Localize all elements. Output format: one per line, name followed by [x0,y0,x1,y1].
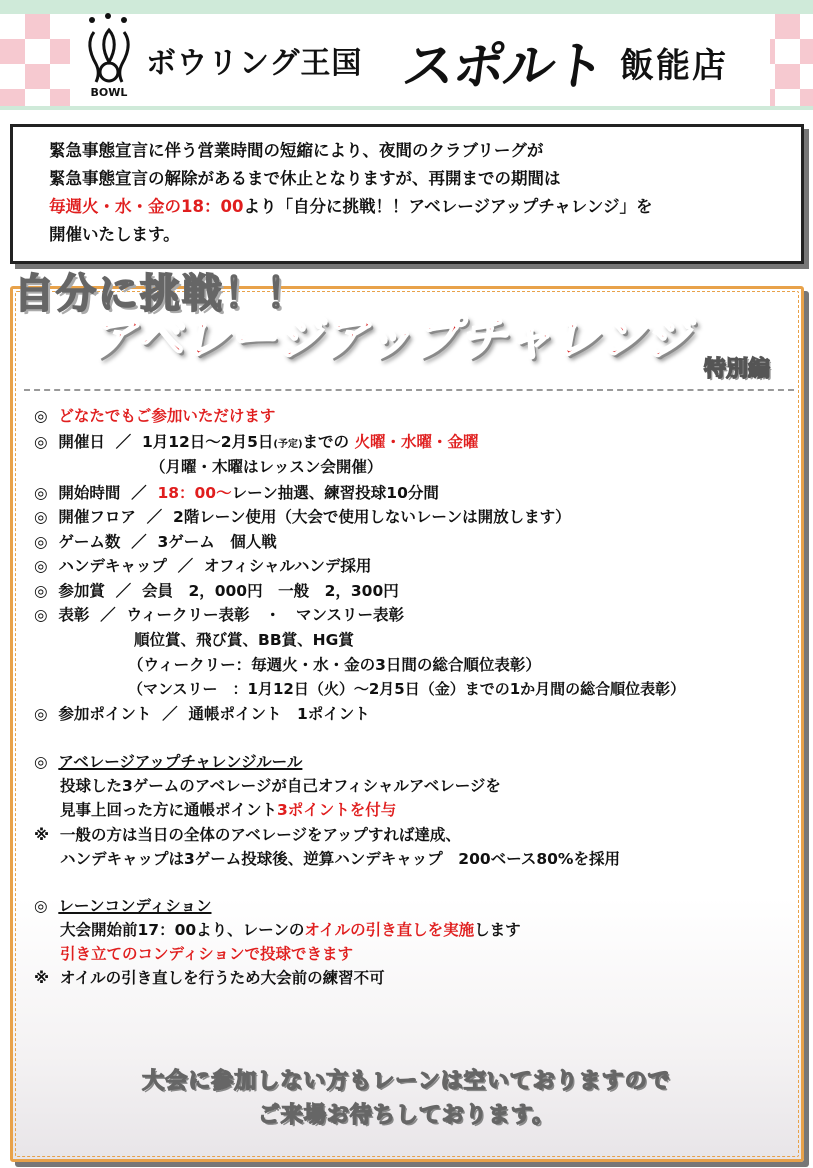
detail-points-value: 通帳ポイント 1ポイント [188,705,370,723]
detail-award-value: ウィークリー表彰 ・ マンスリー表彰 [126,606,405,624]
detail-points-label: 参加ポイント [58,705,152,723]
notice-box [10,124,804,264]
detail-floor-value: 2階レーン使用（大会で使用しないレーンは開放します） [172,508,571,526]
detail-start-time [34,481,439,505]
bullet-mark: ◎ [34,484,48,502]
header-banner [0,0,813,110]
notice-line-3-rest: より「自分に挑戦！！アベレージアップチャレンジ」を [243,197,653,216]
bullet-mark: ◎ [34,606,48,624]
event-title-small: 自分に挑戦！！ [14,271,308,317]
event-edition-tag: 特別編 [704,357,771,382]
shop-branch-name: 飯能店 [620,46,728,86]
rules-line-2-text: 見事上回った方に通帳ポイント [60,801,278,819]
notice-line-2: 緊急事態宣言の解除があるまで休止となりますが、再開までの期間は [49,169,561,188]
detail-monthly-note: （マンスリー ：1月12日（火）～2月5日（金）までの1か月間の総合順位表彰） [128,680,686,698]
condition-line-1 [60,918,521,942]
detail-date-note: （月曜・木曜はレッスン会開催） [150,458,383,476]
detail-points [34,702,370,726]
rules-note-2: ハンデキャップは3ゲーム投球後、逆算ハンデキャップ 200ベース80%を採用 [60,850,620,868]
notice-line-4: 開催いたします。 [49,225,180,244]
condition-heading [34,894,211,918]
bullet-mark: ◎ [34,582,48,600]
condition-title: レーンコンディション [58,897,212,915]
logo-text: BOWL [90,86,128,99]
detail-date [34,430,478,457]
separator: ／ [162,705,178,723]
detail-date-label: 開催日 [58,433,105,451]
condition-oil-reset: オイルの引き直しを実施 [304,921,475,939]
detail-start-time-value: 18：00～ [157,484,232,502]
detail-date-value: 1月12日～2月5日 [141,433,274,451]
shop-name-prefix: ボウリング王国 [146,46,363,81]
detail-fee-value: 会員 2，000円 一般 2，300円 [141,582,399,600]
separator: ／ [100,606,116,624]
bullet-mark: ◎ [34,533,48,551]
separator: ／ [115,433,132,451]
detail-handicap-value: オフィシャルハンデ採用 [203,557,372,575]
separator: ／ [115,582,132,600]
bullet-mark: ◎ [34,433,48,451]
bullet-mark: ◎ [34,407,48,425]
bullet-mark: ◎ [34,753,48,771]
condition-note-text: オイルの引き直しを行うため大会前の練習不可 [59,969,385,987]
section-divider [24,389,794,391]
bowling-logo [78,8,140,100]
rules-points-award: 3ポイントを付与 [277,801,397,819]
detail-date-days: 火曜・水曜・金曜 [354,433,479,451]
detail-award-label: 表彰 [58,606,90,624]
note-mark: ※ [34,969,50,987]
detail-award [34,603,404,627]
detail-start-rest: レーン抽選、練習投球10分間 [231,484,439,502]
bullet-mark: ◎ [34,897,48,915]
rules-note-1-text: 一般の方は当日の全体のアベレージをアップすれば達成、 [59,826,461,844]
separator: ／ [131,484,147,502]
rules-note-1 [34,823,461,847]
detail-games-label: ゲーム数 [58,533,121,551]
rules-title: アベレージアップチャレンジルール [58,753,303,771]
bullet-mark: ◎ [34,705,48,723]
detail-start-label: 開始時間 [58,484,121,502]
bullet-mark: ◎ [34,557,48,575]
detail-games [34,530,277,554]
detail-fee-label: 参加賞 [58,582,105,600]
detail-handicap-label: ハンデキャップ [58,557,167,575]
condition-note [34,966,385,990]
detail-weekly-note: （ウィークリー：毎週火・水・金の3日間の総合順位表彰） [128,656,541,674]
detail-games-value: 3ゲーム 個人戦 [157,533,277,551]
detail-floor [34,505,571,529]
detail-date-tentative: (予定) [273,439,303,450]
detail-handicap [34,554,371,578]
header-mint-bottom [0,106,813,110]
rules-line-1: 投球した3ゲームのアベレージが自己オフィシャルアベレージを [60,777,501,795]
notice-line-3 [49,193,787,221]
separator: ／ [131,533,147,551]
closing-line-2: ご来場お待ちしております。 [257,1103,556,1128]
bullet-mark: ◎ [34,508,48,526]
notice-line-1: 緊急事態宣言に伴う営業時間の短縮により、夜間のクラブリーグが [49,141,544,160]
event-title-main: アベレージアップチャレンジ [88,311,700,367]
detail-fee [34,579,399,603]
notice-schedule-highlight: 毎週火・水・金の18：00 [49,197,244,216]
detail-date-until: までの [302,433,350,451]
detail-award-types: 順位賞、飛び賞、BB賞、HG賞 [134,631,354,649]
separator: ／ [146,508,163,526]
note-mark: ※ [34,826,50,844]
condition-line-1-post: します [474,921,521,939]
shop-brand-name: スポルト [399,37,608,97]
bowling-pins-icon [78,8,140,100]
rules-heading [34,750,302,774]
detail-floor-label: 開催フロア [58,508,136,526]
condition-line-1-pre: 大会開始前17：00より、レーンの [60,921,305,939]
condition-line-2: 引き立てのコンディションで投球できます [60,945,353,963]
separator: ／ [177,557,194,575]
detail-anyone [34,404,275,428]
rules-line-2 [60,798,396,822]
closing-line-1: 大会に参加しない方もレーンは空いておりますので [142,1069,671,1094]
detail-anyone-text: どなたでもご参加いただけます [58,407,276,425]
